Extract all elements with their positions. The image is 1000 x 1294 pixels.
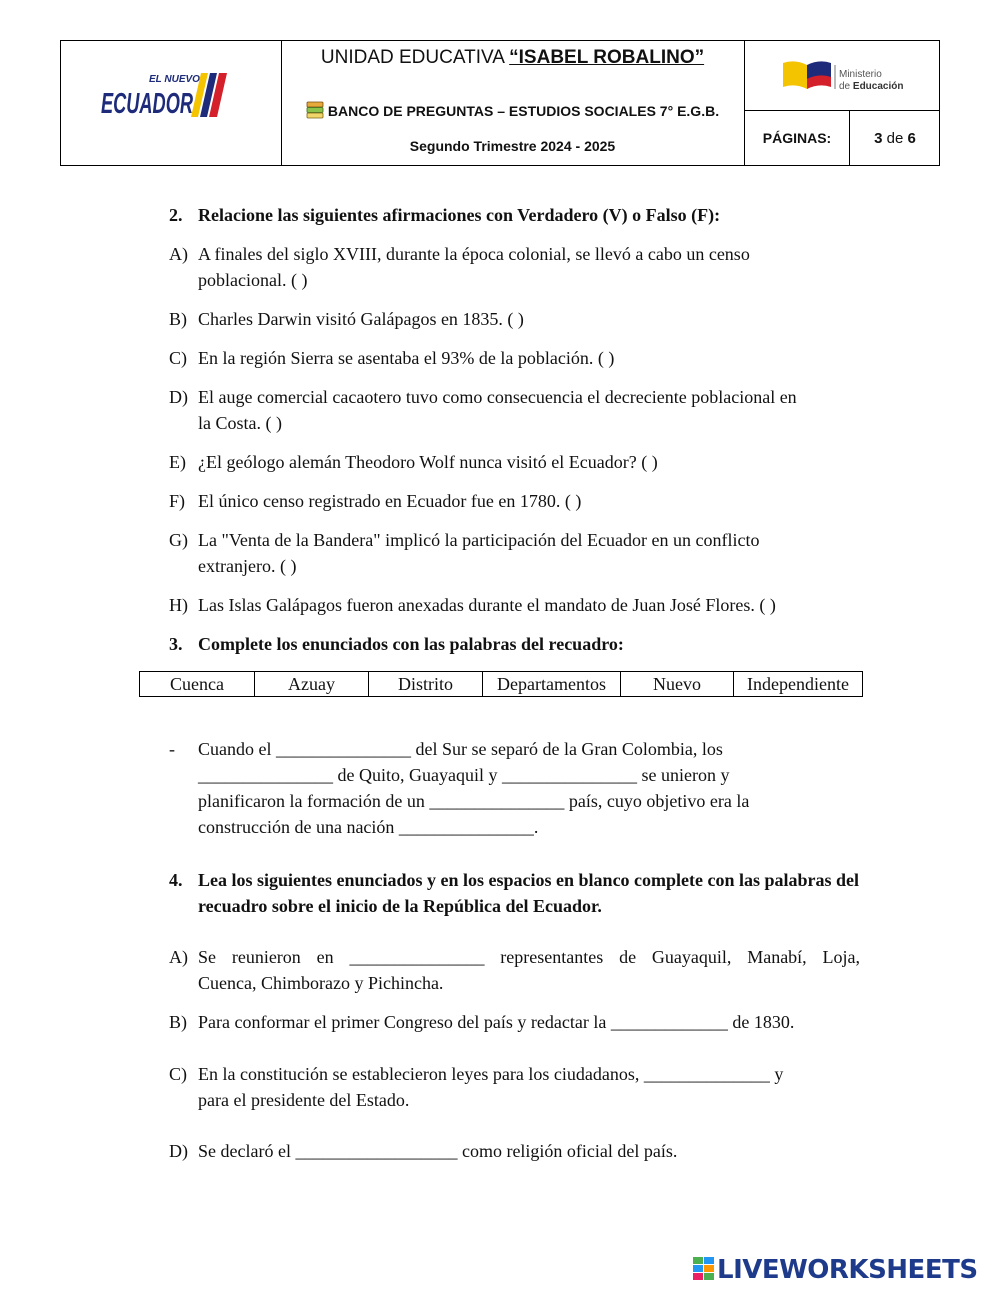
book-stack-icon <box>306 101 324 119</box>
pages-label-cell <box>745 111 850 165</box>
bank-title: BANCO DE PREGUNTAS – ESTUDIOS SOCIALES 7° E.G.B. <box>281 101 744 119</box>
ministry-line2: de Educación <box>839 81 904 92</box>
logo-main-text: ECUADOR <box>101 88 194 120</box>
word-bank-cell: Independiente <box>734 672 863 697</box>
ministry-logo-cell <box>745 41 940 111</box>
ministerio-educacion-logo <box>783 59 913 99</box>
header-table <box>60 40 940 166</box>
word-bank-table <box>139 671 863 697</box>
word-bank-cell: Cuenca <box>140 672 255 697</box>
word-bank-cell: Azuay <box>255 672 369 697</box>
header-right-cell <box>745 41 940 165</box>
el-nuevo-ecuador-logo <box>101 69 241 129</box>
liveworksheets-logo-icon <box>693 1257 715 1281</box>
pages-value-cell <box>850 111 940 165</box>
ministry-line1: Ministerio <box>839 69 882 80</box>
logo-top-text: EL NUEVO <box>149 74 200 85</box>
liveworksheets-watermark: LIVEWORKSHEETS <box>693 1255 978 1285</box>
trimester-label: Segundo Trimestre 2024 - 2025 <box>409 138 616 154</box>
pages-label: PÁGINAS: <box>762 130 832 146</box>
header-logo-cell <box>61 41 282 165</box>
school-title: UNIDAD EDUCATIVA “ISABEL ROBALINO” <box>320 47 705 68</box>
page-indicator: 3 de 6 <box>874 130 916 147</box>
header-title-cell <box>281 41 745 165</box>
word-bank-cell: Distrito <box>369 672 483 697</box>
word-bank-cell: Nuevo <box>621 672 734 697</box>
word-bank-cell: Departamentos <box>483 672 621 697</box>
